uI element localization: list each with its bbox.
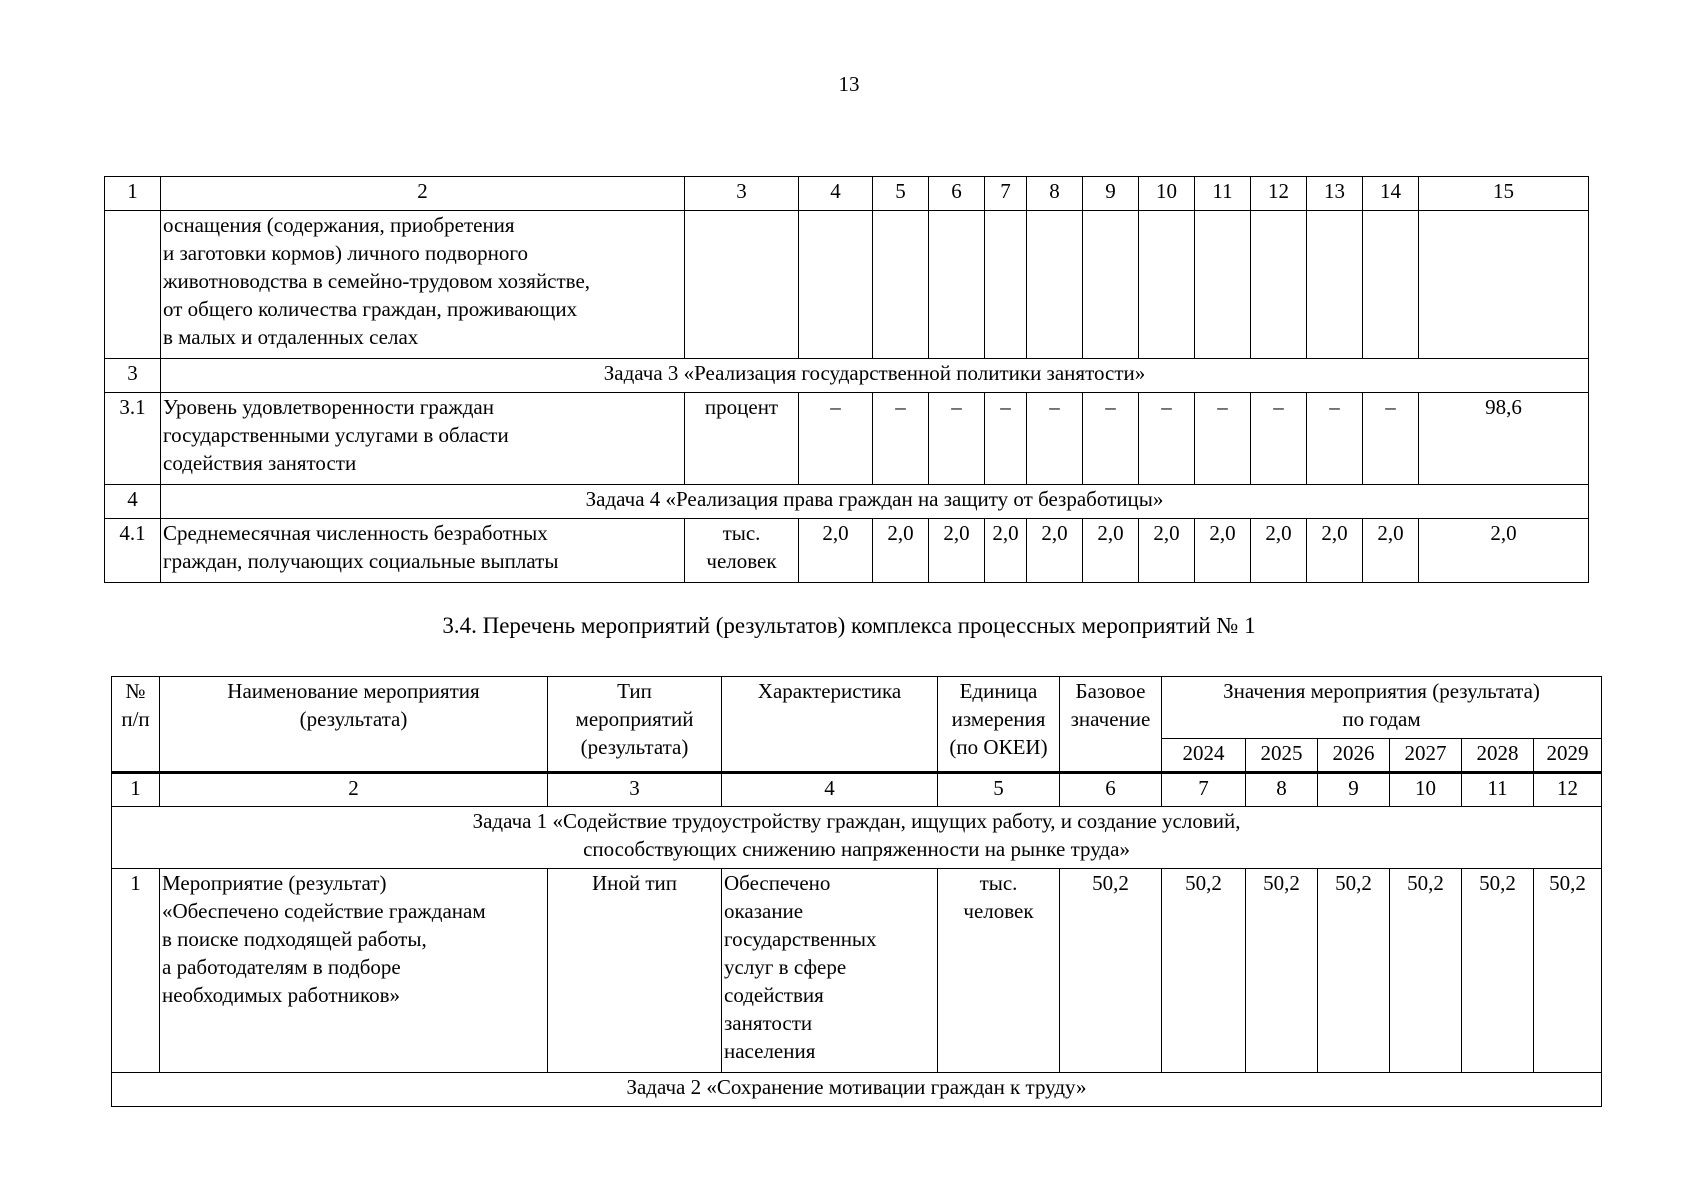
task-title: Задача 3 «Реализация государственной политики занятости»: [161, 359, 1589, 393]
year-header: 2025: [1246, 739, 1318, 773]
column-number: 2: [161, 177, 685, 211]
year-header: 2029: [1534, 739, 1602, 773]
value-cell: 2,0: [985, 519, 1027, 583]
header-type: Тип мероприятий (результата): [548, 677, 722, 773]
year-value: 50,2: [1162, 869, 1246, 1073]
column-number: 10: [1139, 177, 1195, 211]
indicators-table: [104, 176, 1589, 583]
column-numbers-row: [112, 773, 1602, 807]
row-number: 1: [112, 869, 160, 1073]
header-values-by-year: Значения мероприятия (результата) по годам: [1162, 677, 1602, 739]
measure-name: Мероприятие (результат) «Обеспечено содействие гражданам в поиске подходящей работы, а работодателям в подборе необходимых работников»: [160, 869, 548, 1073]
task-number: 3: [105, 359, 161, 393]
value-cell: 2,0: [1195, 519, 1251, 583]
column-number: 10: [1390, 773, 1462, 807]
header-characteristic: Характеристика: [722, 677, 938, 773]
year-value: 50,2: [1534, 869, 1602, 1073]
column-number: 13: [1307, 177, 1363, 211]
value-cell: –: [1027, 393, 1083, 485]
task-row: [105, 359, 1589, 393]
value-cell: –: [1307, 393, 1363, 485]
task-row: [112, 807, 1602, 869]
value-cell: –: [985, 393, 1027, 485]
column-number: 15: [1419, 177, 1589, 211]
indicator-name: Уровень удовлетворенности граждан государственными услугами в области содействия занятости: [161, 393, 685, 485]
column-number: 7: [985, 177, 1027, 211]
column-number: 8: [1246, 773, 1318, 807]
column-number: 4: [799, 177, 873, 211]
table-row: [105, 393, 1589, 485]
table-row: [105, 519, 1589, 583]
row-number: 4.1: [105, 519, 161, 583]
task-number: 4: [105, 485, 161, 519]
measures-table: [111, 676, 1602, 1107]
value-cell: –: [799, 393, 873, 485]
indicator-name-continuation: оснащения (содержания, приобретения и заготовки кормов) личного подворного животноводства в семейно-трудовом хозяйстве, от общего количества граждан, проживающих в малых и отдаленных селах: [161, 211, 685, 359]
value-cell: 2,0: [873, 519, 929, 583]
table-row: [112, 869, 1602, 1073]
column-numbers-row: [105, 177, 1589, 211]
unit: тыс. человек: [938, 869, 1060, 1073]
unit: процент: [685, 393, 799, 485]
value-cell: 2,0: [799, 519, 873, 583]
row-number: 3.1: [105, 393, 161, 485]
value-cell: –: [1251, 393, 1307, 485]
year-header: 2024: [1162, 739, 1246, 773]
value-cell: 2,0: [1139, 519, 1195, 583]
table-row: [105, 211, 1589, 359]
column-number: 8: [1027, 177, 1083, 211]
year-value: 50,2: [1462, 869, 1534, 1073]
header-num: № п/п: [112, 677, 160, 773]
column-number: 4: [722, 773, 938, 807]
task-row: [112, 1073, 1602, 1107]
value-cell: 2,0: [929, 519, 985, 583]
column-number: 2: [160, 773, 548, 807]
year-header: 2028: [1462, 739, 1534, 773]
value-cell: 2,0: [1363, 519, 1419, 583]
measure-characteristic: Обеспечено оказание государственных услуг в сфере содействия занятости населения: [722, 869, 938, 1073]
column-number: 5: [873, 177, 929, 211]
year-value: 50,2: [1318, 869, 1390, 1073]
column-number: 3: [685, 177, 799, 211]
column-number: 1: [105, 177, 161, 211]
value-cell: –: [873, 393, 929, 485]
header-unit: Единица измерения (по ОКЕИ): [938, 677, 1060, 773]
year-header: 2026: [1318, 739, 1390, 773]
header-row: [112, 677, 1602, 739]
column-number: 6: [929, 177, 985, 211]
value-cell: –: [929, 393, 985, 485]
value-cell: 2,0: [1083, 519, 1139, 583]
column-number: 1: [112, 773, 160, 807]
value-cell: –: [1195, 393, 1251, 485]
value-cell: 2,0: [1251, 519, 1307, 583]
column-number: 12: [1251, 177, 1307, 211]
indicator-name: Среднемесячная численность безработных граждан, получающих социальные выплаты: [161, 519, 685, 583]
column-number: 11: [1195, 177, 1251, 211]
value-cell: 2,0: [1027, 519, 1083, 583]
column-number: 5: [938, 773, 1060, 807]
column-number: 6: [1060, 773, 1162, 807]
year-header: 2027: [1390, 739, 1462, 773]
task-title: Задача 2 «Сохранение мотивации граждан к труду»: [112, 1073, 1602, 1107]
column-number: 12: [1534, 773, 1602, 807]
column-number: 9: [1083, 177, 1139, 211]
task-title: Задача 1 «Содействие трудоустройству граждан, ищущих работу, и создание условий, способствующих снижению напряженности на рынке труда»: [112, 807, 1602, 869]
value-cell: –: [1363, 393, 1419, 485]
final-value: 98,6: [1419, 393, 1589, 485]
final-value: 2,0: [1419, 519, 1589, 583]
value-cell: –: [1083, 393, 1139, 485]
column-number: 11: [1462, 773, 1534, 807]
column-number: 3: [548, 773, 722, 807]
column-number: 9: [1318, 773, 1390, 807]
year-value: 50,2: [1390, 869, 1462, 1073]
measure-type: Иной тип: [548, 869, 722, 1073]
unit: тыс. человек: [685, 519, 799, 583]
column-number: 7: [1162, 773, 1246, 807]
page-number: 13: [838, 72, 860, 96]
header-name: Наименование мероприятия (результата): [160, 677, 548, 773]
year-value: 50,2: [1246, 869, 1318, 1073]
header-base: Базовое значение: [1060, 677, 1162, 773]
task-row: [105, 485, 1589, 519]
column-number: 14: [1363, 177, 1419, 211]
task-title: Задача 4 «Реализация права граждан на защиту от безработицы»: [161, 485, 1589, 519]
value-cell: 2,0: [1307, 519, 1363, 583]
base-value: 50,2: [1060, 869, 1162, 1073]
value-cell: –: [1139, 393, 1195, 485]
section-title: 3.4. Перечень мероприятий (результатов) комплекса процессных мероприятий № 1: [442, 613, 1256, 638]
